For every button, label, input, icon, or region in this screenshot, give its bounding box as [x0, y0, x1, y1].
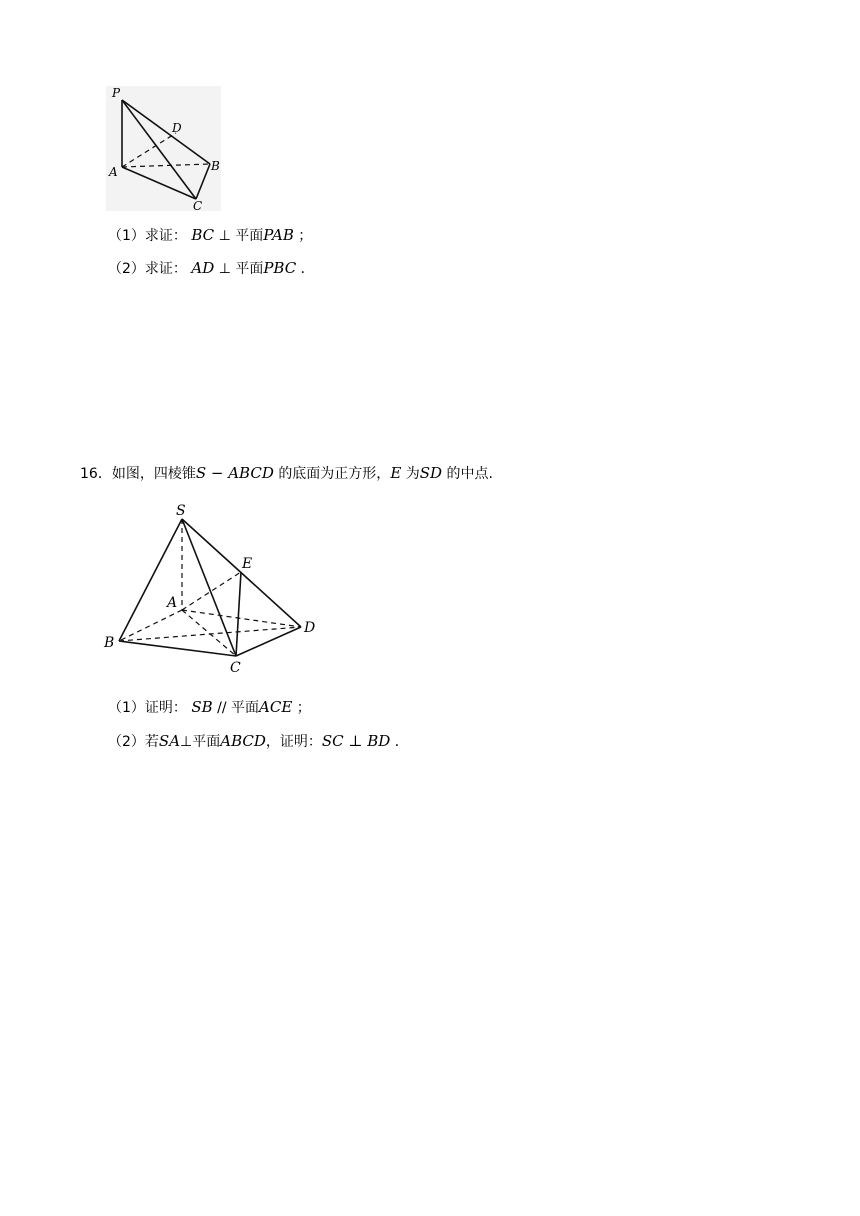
- part-prefix: （2）若: [108, 734, 159, 750]
- math-s-abcd: S − ABCD: [195, 464, 274, 482]
- stem-text-4: 的中点.: [446, 466, 493, 482]
- math-sd: SD: [419, 464, 443, 482]
- end-punct: ．: [300, 261, 315, 277]
- part-prefix: （1）证明：: [108, 700, 187, 716]
- label-e: E: [242, 556, 253, 572]
- label-a: A: [167, 595, 178, 611]
- label-d: D: [172, 121, 182, 135]
- label-b: B: [104, 635, 115, 651]
- stem-text-3: 为: [405, 466, 420, 482]
- figure-tetrahedron-pabc: [100, 80, 230, 220]
- label-d: D: [304, 620, 316, 636]
- text-plane: 平面: [231, 700, 260, 716]
- math-ace: ACE: [259, 698, 293, 716]
- problem-number: 16．: [80, 466, 112, 482]
- parallel-symbol: //: [217, 700, 227, 716]
- edge-sb: [119, 519, 182, 641]
- math-sa: SA: [158, 732, 181, 750]
- math-e: E: [390, 464, 402, 482]
- problem16-stem: [80, 464, 493, 483]
- math-ad: AD: [191, 259, 215, 277]
- perp-symbol: ⊥: [218, 261, 231, 277]
- text-plane: 平面: [235, 228, 264, 244]
- stem-text-2: 的底面为正方形，: [278, 466, 391, 482]
- label-c: C: [230, 660, 241, 676]
- text-plane: 平面: [192, 734, 221, 750]
- problem15-part2: [108, 259, 315, 278]
- problem16-part2: [108, 732, 409, 751]
- math-pbc: PBC: [263, 259, 297, 277]
- segment-ae: [182, 572, 241, 610]
- part-prefix: （1）求证：: [108, 228, 187, 244]
- perp-symbol: ⊥: [180, 734, 193, 750]
- text-plane: 平面: [235, 261, 264, 277]
- end-punct: ；: [296, 700, 311, 716]
- end-punct: ；: [298, 228, 313, 244]
- problem15-part1: [108, 226, 312, 245]
- edge-sc: [182, 519, 236, 656]
- math-sb: SB: [191, 698, 213, 716]
- label-c: C: [193, 199, 203, 213]
- problem16-part1: [108, 698, 311, 717]
- math-abcd: ABCD: [220, 732, 266, 750]
- segment-ce: [236, 572, 241, 656]
- math-pab: PAB: [263, 226, 294, 244]
- perp-symbol: ⊥: [218, 228, 231, 244]
- label-p: P: [112, 86, 121, 100]
- label-a: A: [109, 165, 118, 179]
- stem-text-1: 如图，四棱锥: [111, 466, 196, 482]
- end-punct: ．: [394, 734, 409, 750]
- figure-pyramid-s-abcd: [95, 495, 330, 680]
- math-sc-perp-bd: SC ⊥ BD: [321, 732, 391, 750]
- math-bc: BC: [191, 226, 215, 244]
- label-s: S: [176, 503, 186, 519]
- part-prefix: （2）求证：: [108, 261, 187, 277]
- label-b: B: [211, 159, 220, 173]
- text-prove: ，证明：: [265, 734, 322, 750]
- edge-bc: [119, 641, 236, 656]
- edge-ab: [119, 610, 182, 641]
- figure-background: [106, 86, 221, 211]
